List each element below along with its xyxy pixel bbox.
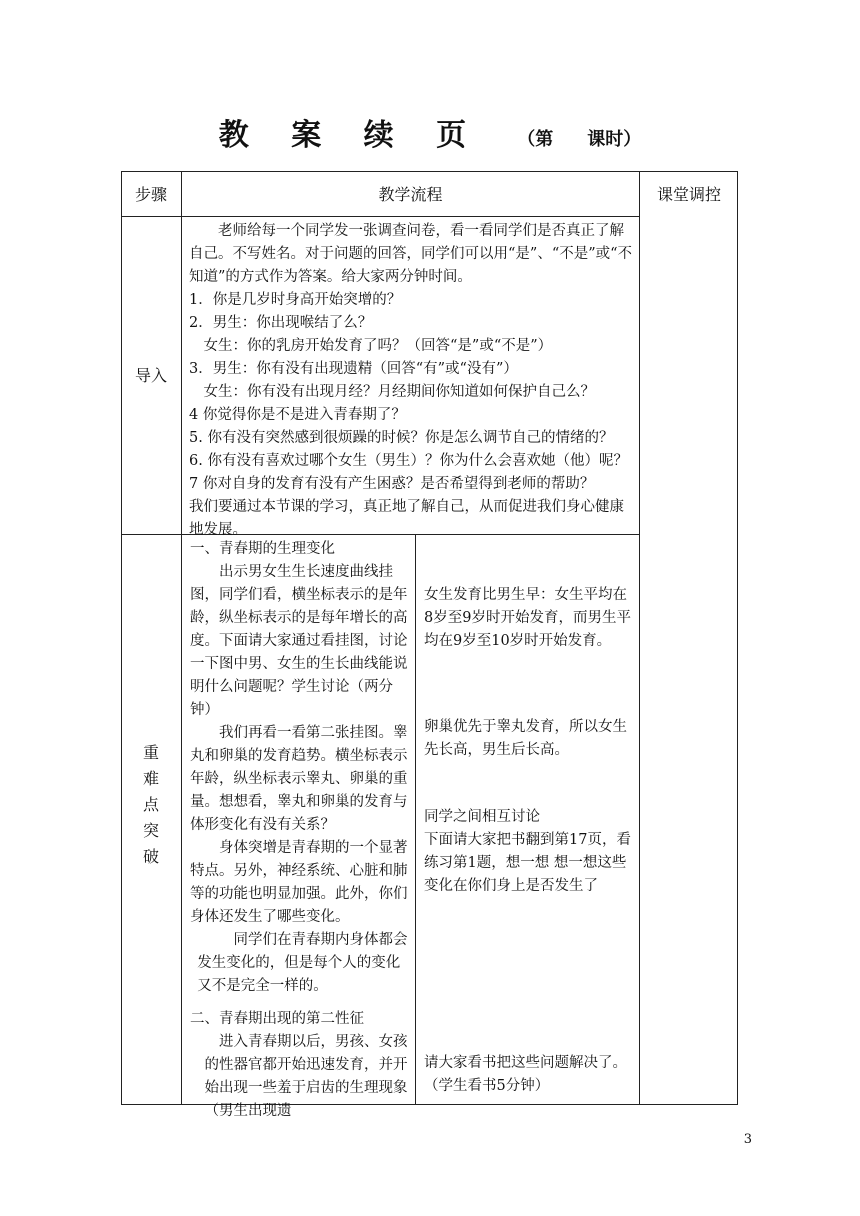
intro-line: 3．男生：你有没有出现遗精（回答“有”或“没有”） <box>189 361 518 377</box>
page-number: 3 <box>743 1132 752 1147</box>
intro-line: 我们要通过本节课的学习，真正地了解自己，从而促进我们身心健康地发展。 <box>189 499 624 538</box>
intro-line: 女生：你有没有出现月经？月经期间你知道如何保护自己么？ <box>203 384 595 400</box>
right-note-3 <box>424 806 634 898</box>
title-sub <box>517 129 641 150</box>
col-divider-inner <box>415 534 416 1105</box>
row-divider-header <box>121 216 640 217</box>
intro-line: 老师给每一个同学发一张调查问卷，看一看同学们是否真正了解自己。不写姓名。对于问题的回答，同学们可以用“是”、“不是”或“不知道”的方式作为答案。给大家两分钟时间。 <box>189 223 633 285</box>
right-note-3a: 同学之间相互讨论 <box>424 809 540 825</box>
header-control: 课堂调控 <box>656 185 721 204</box>
right-note-3b: 下面请大家把书翻到第17页，看练习第1题，想一想 想一想这些变化在你们身上是否发生了 <box>424 832 631 894</box>
intro-line: 6. 你有没有喜欢过哪个女生（男生）？你为什么会喜欢她（他）呢？ <box>189 453 628 469</box>
breakthrough-label <box>139 740 163 870</box>
title-main: 教 案 续 页 <box>218 118 483 153</box>
intro-line: 7 你对自身的发育有没有产生困惑？是否希望得到老师的帮助？ <box>189 476 595 492</box>
section-2-para: 进入青春期以后，男孩、女孩的性器官都开始迅速发育，并开始出现一些羞于启齿的生理现象（男生出现遗 <box>204 1034 408 1119</box>
col-divider-2 <box>639 171 640 1105</box>
section-1-para: 出示男女生生长速度曲线挂图，同学们看，横坐标表示的是年龄，纵坐标表示的是每年增长的高度。下面请大家通过看挂图，讨论一下图中男、女生的生长曲线能说明什么问题呢？学生讨论（两分钟） <box>190 564 408 718</box>
right-note-2: 卵巢优先于睾丸发育，所以女生先长高，男生后长高。 <box>424 719 627 758</box>
intro-label: 导入 <box>134 366 167 385</box>
label-char: 点 <box>142 795 159 814</box>
section-1-para: 同学们在青春期内身体都会发生变化的，但是每个人的变化又不是完全一样的。 <box>197 932 408 994</box>
right-note-1: 女生发育比男生早：女生平均在8岁至9岁时开始发育，而男生平均在9岁至10岁时开始发育。 <box>424 587 631 649</box>
title-sub-close: 课时） <box>587 129 642 150</box>
section-2-title: 二、青春期出现的第二性征 <box>190 1011 364 1027</box>
label-char: 突 <box>142 821 159 840</box>
section-1-title: 一、青春期的生理变化 <box>190 541 335 557</box>
label-char: 难 <box>142 769 159 788</box>
right-note-4: 请大家看书把这些问题解决了。（学生看书5分钟） <box>424 1055 627 1094</box>
intro-line: 4 你觉得你是不是进入青春期了？ <box>189 407 406 423</box>
section-1-para: 我们再看一看第二张挂图。睾丸和卵巢的发育趋势。横坐标表示年龄，纵坐标表示睾丸、卵巢的重量。想想看，睾丸和卵巢的发育与体形变化有没有关系？ <box>190 725 408 833</box>
label-char: 破 <box>142 847 159 866</box>
title-sub-open: （第 <box>517 129 554 150</box>
intro-line: 5. 你有没有突然感到很烦躁的时候？你是怎么调节自己的情绪的？ <box>189 430 614 446</box>
breakthrough-left <box>190 538 410 1123</box>
intro-content <box>189 220 633 542</box>
intro-line: 2．男生：你出现喉结了么？ <box>189 315 373 331</box>
header-flow: 教学流程 <box>378 185 443 204</box>
col-divider-1 <box>181 171 182 1105</box>
header-step: 步骤 <box>134 185 167 204</box>
page-title <box>0 110 860 154</box>
intro-line: 女生：你的乳房开始发育了吗？（回答“是”或“不是”） <box>203 338 553 354</box>
section-1-para: 身体突增是青春期的一个显著特点。另外，神经系统、心脏和肺等的功能也明显加强。此外，你们身体还发生了哪些变化。 <box>190 840 408 925</box>
intro-line: 1．你是几岁时身高开始突增的？ <box>189 292 402 308</box>
label-char: 重 <box>142 743 159 762</box>
